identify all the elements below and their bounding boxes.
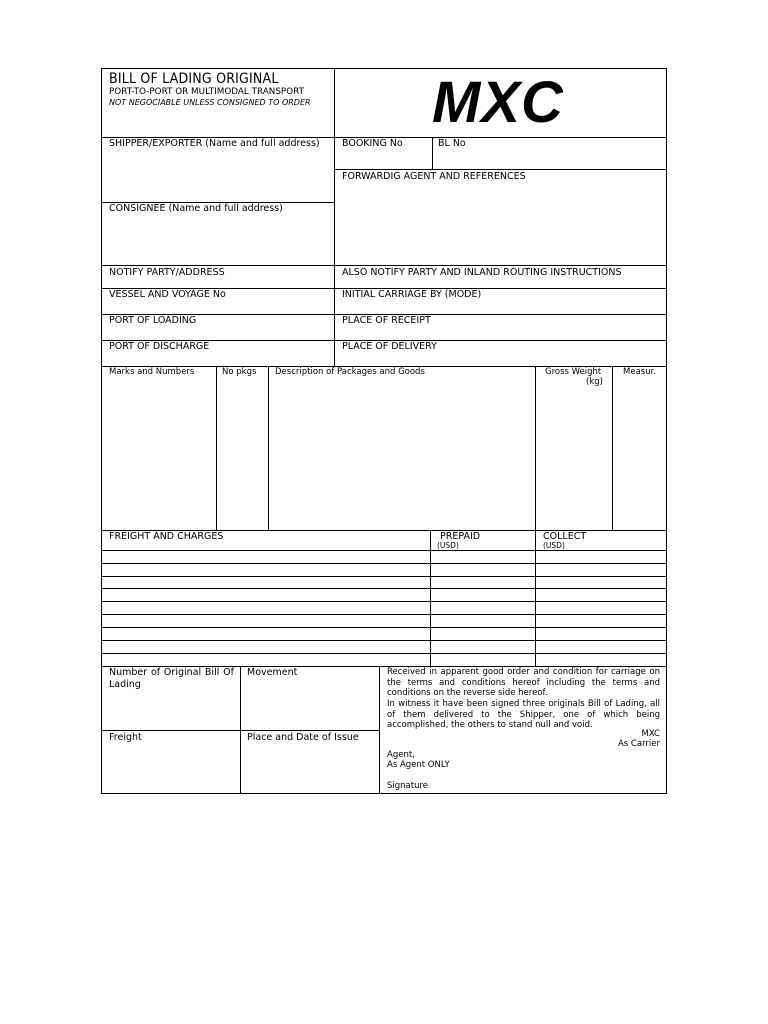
collect-unit: (USD) — [543, 541, 565, 550]
divider — [432, 137, 433, 169]
port-loading-field[interactable]: PORT OF LOADING — [109, 315, 197, 326]
divider — [268, 366, 269, 530]
divider — [612, 366, 613, 530]
movement-field[interactable]: Movement — [247, 667, 298, 678]
initial-carriage-field[interactable]: INITIAL CARRIAGE BY (MODE) — [342, 289, 482, 300]
form-note: NOT NEGOCIABLE UNLESS CONSIGNED TO ORDER — [109, 98, 311, 107]
notify-party-field[interactable]: NOTIFY PARTY/ADDRESS — [109, 267, 225, 278]
vessel-voyage-field[interactable]: VESSEL AND VOYAGE No — [109, 289, 226, 300]
as-carrier-label: As Carrier — [617, 739, 660, 749]
table-row — [102, 563, 666, 564]
agent-label: Agent, — [387, 750, 415, 760]
shipper-field[interactable]: SHIPPER/EXPORTER (Name and full address) — [109, 138, 320, 149]
freight-charges-header: FREIGHT AND CHARGES — [109, 531, 224, 542]
as-agent-only-label: As Agent ONLY — [387, 760, 450, 770]
divider — [216, 366, 217, 530]
table-row — [102, 627, 666, 628]
place-delivery-field[interactable]: PLACE OF DELIVERY — [342, 341, 437, 352]
gross-weight-unit: (kg) — [586, 377, 603, 387]
divider — [334, 69, 335, 366]
table-row — [102, 550, 666, 551]
form-subtitle: PORT-TO-PORT OR MULTIMODAL TRANSPORT — [109, 87, 304, 97]
description-header: Description of Packages and Goods — [275, 367, 425, 377]
divider — [379, 666, 380, 793]
prepaid-header: PREPAID — [440, 531, 481, 542]
table-row — [102, 601, 666, 602]
bl-no-field[interactable]: BL No — [438, 138, 466, 149]
table-row — [102, 588, 666, 589]
port-discharge-field[interactable]: PORT OF DISCHARGE — [109, 341, 210, 352]
table-row — [102, 653, 666, 654]
divider — [334, 169, 666, 170]
gross-weight-header: Gross Weight — [545, 367, 602, 377]
table-row — [102, 640, 666, 641]
divider — [535, 366, 536, 530]
prepaid-unit: (USD) — [437, 541, 459, 550]
forwarding-agent-field[interactable]: FORWARDIG AGENT AND REFERENCES — [342, 171, 526, 182]
carrier-logo: MXC — [432, 70, 564, 135]
received-statement: Received in apparent good order and condition for carriage on the terms and conditions hereof including the terms and conditions on the reverse side hereof. — [387, 667, 660, 698]
measure-header: Measur. — [623, 367, 657, 377]
also-notify-field[interactable]: ALSO NOTIFY PARTY AND INLAND ROUTING INSTRUCTIONS — [342, 267, 622, 278]
collect-header: COLLECT — [543, 531, 587, 542]
place-date-issue-field[interactable]: Place and Date of Issue — [247, 732, 359, 743]
no-pkgs-header: No pkgs — [222, 367, 257, 377]
original-bl-count-field[interactable]: Number of Original Bill Of Lading — [109, 667, 234, 690]
booking-no-field[interactable]: BOOKING No — [342, 138, 403, 149]
divider — [102, 265, 666, 266]
signature-field[interactable]: Signature — [387, 781, 429, 791]
marks-numbers-header: Marks and Numbers — [109, 367, 195, 377]
witness-statement: In witness it have been signed three originals Bill of Lading, all of them delivered to the Shipper, one of which being accomplished, the others to stand null and void. — [387, 699, 660, 730]
bill-of-lading-form — [101, 68, 667, 794]
carrier-name: MXC — [641, 729, 660, 739]
place-receipt-field[interactable]: PLACE OF RECEIPT — [342, 315, 431, 326]
divider — [102, 730, 379, 731]
form-title: BILL OF LADING ORIGINAL — [109, 71, 279, 87]
table-row — [102, 576, 666, 577]
table-row — [102, 614, 666, 615]
freight-field[interactable]: Freight — [109, 732, 142, 743]
consignee-field[interactable]: CONSIGNEE (Name and full address) — [109, 203, 283, 214]
